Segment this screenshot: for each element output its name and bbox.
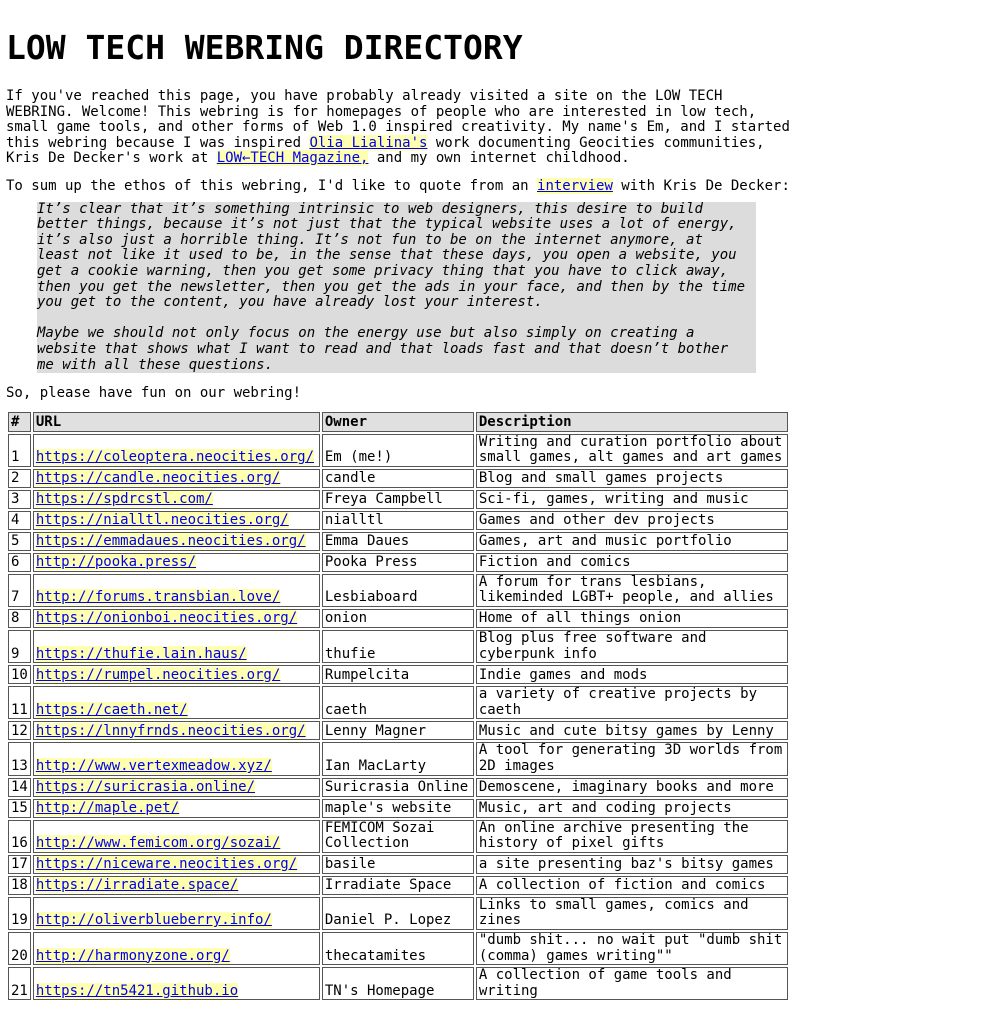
row-number-cell: 16 xyxy=(8,820,31,853)
site-url-link[interactable]: http://harmonyzone.org/ xyxy=(35,947,230,964)
page-title: LOW TECH WEBRING DIRECTORY xyxy=(6,28,523,67)
table-row xyxy=(8,932,788,965)
row-owner-cell: basile xyxy=(322,855,474,874)
table-row xyxy=(8,469,788,488)
row-owner-cell: Ian MacLarty xyxy=(322,742,474,775)
row-number-cell: 15 xyxy=(8,799,31,818)
row-owner-cell: FEMICOM Sozai Collection xyxy=(322,820,474,853)
row-number-cell: 1 xyxy=(8,434,31,467)
row-number-cell: 14 xyxy=(8,778,31,797)
row-owner-cell: Irradiate Space xyxy=(322,876,474,895)
table-row xyxy=(8,574,788,607)
row-url-cell xyxy=(33,686,320,719)
table-row xyxy=(8,630,788,663)
table-row xyxy=(8,686,788,719)
row-url-cell xyxy=(33,490,320,509)
row-owner-cell: Lenny Magner xyxy=(322,721,474,740)
row-owner-cell: Em (me!) xyxy=(322,434,474,467)
site-url-link[interactable]: http://maple.pet/ xyxy=(35,800,180,817)
row-url-cell xyxy=(33,469,320,488)
row-url-cell xyxy=(33,897,320,930)
ethos-text-1: To sum up the ethos of this webring, I'd like to quote from an xyxy=(6,177,538,194)
row-description-cell: Indie games and mods xyxy=(476,665,788,684)
table-row xyxy=(8,897,788,930)
table-row xyxy=(8,609,788,628)
site-url-link[interactable]: https://coleoptera.neocities.org/ xyxy=(35,449,315,466)
row-number-cell: 8 xyxy=(8,609,31,628)
row-url-cell xyxy=(33,511,320,530)
table-header-row xyxy=(8,412,788,432)
row-number-cell: 10 xyxy=(8,665,31,684)
row-url-cell xyxy=(33,609,320,628)
header-owner: Owner xyxy=(322,412,474,432)
row-url-cell xyxy=(33,721,320,740)
table-row xyxy=(8,553,788,572)
table-row xyxy=(8,820,788,853)
site-url-link[interactable]: https://suricrasia.online/ xyxy=(35,779,256,796)
table-row xyxy=(8,434,788,467)
row-number-cell: 4 xyxy=(8,511,31,530)
row-number-cell: 12 xyxy=(8,721,31,740)
row-owner-cell: Freya Campbell xyxy=(322,490,474,509)
row-url-cell xyxy=(33,855,320,874)
row-url-cell xyxy=(33,932,320,965)
row-description-cell: a site presenting baz's bitsy games xyxy=(476,855,788,874)
row-owner-cell: onion xyxy=(322,609,474,628)
table-row xyxy=(8,855,788,874)
site-url-link[interactable]: https://caeth.net/ xyxy=(35,701,188,718)
site-url-link[interactable]: http://forums.transbian.love/ xyxy=(35,589,281,606)
webring-table xyxy=(6,410,790,1003)
row-url-cell xyxy=(33,820,320,853)
row-number-cell: 13 xyxy=(8,742,31,775)
site-url-link[interactable]: https://lnnyfrnds.neocities.org/ xyxy=(35,722,306,739)
low-tech-magazine-link[interactable]: LOW←TECH Magazine, xyxy=(216,150,369,167)
row-description-cell: Blog plus free software and cyberpunk info xyxy=(476,630,788,663)
row-description-cell: Music, art and coding projects xyxy=(476,799,788,818)
row-owner-cell: Lesbiaboard xyxy=(322,574,474,607)
row-number-cell: 11 xyxy=(8,686,31,719)
table-row xyxy=(8,799,788,818)
site-url-link[interactable]: https://rumpel.neocities.org/ xyxy=(35,666,281,683)
row-url-cell xyxy=(33,665,320,684)
site-url-link[interactable]: http://pooka.press/ xyxy=(35,554,197,571)
row-description-cell: A forum for trans lesbians, likeminded LGBT+ people, and allies xyxy=(476,574,788,607)
row-url-cell xyxy=(33,799,320,818)
site-url-link[interactable]: https://onionboi.neocities.org/ xyxy=(35,610,298,627)
row-owner-cell: caeth xyxy=(322,686,474,719)
row-description-cell: a variety of creative projects by caeth xyxy=(476,686,788,719)
row-url-cell xyxy=(33,574,320,607)
table-row xyxy=(8,490,788,509)
row-url-cell xyxy=(33,742,320,775)
header-description: Description xyxy=(476,412,788,432)
site-url-link[interactable]: https://candle.neocities.org/ xyxy=(35,470,281,487)
row-owner-cell: nialltl xyxy=(322,511,474,530)
site-url-link[interactable]: http://www.vertexmeadow.xyz/ xyxy=(35,758,272,775)
row-owner-cell: Pooka Press xyxy=(322,553,474,572)
site-url-link[interactable]: https://nialltl.neocities.org/ xyxy=(35,512,289,529)
table-row xyxy=(8,742,788,775)
row-owner-cell: TN's Homepage xyxy=(322,967,474,1000)
row-description-cell: Demoscene, imaginary books and more xyxy=(476,778,788,797)
row-url-cell xyxy=(33,434,320,467)
row-number-cell: 6 xyxy=(8,553,31,572)
row-number-cell: 9 xyxy=(8,630,31,663)
row-url-cell xyxy=(33,553,320,572)
row-number-cell: 17 xyxy=(8,855,31,874)
site-url-link[interactable]: https://emmadaues.neocities.org/ xyxy=(35,533,306,550)
row-description-cell: Games, art and music portfolio xyxy=(476,532,788,551)
site-url-link[interactable]: https://thufie.lain.haus/ xyxy=(35,645,247,662)
site-url-link[interactable]: http://www.femicom.org/sozai/ xyxy=(35,835,281,852)
olia-lialina-link[interactable]: Olia Lialina's xyxy=(309,134,428,151)
ethos-paragraph xyxy=(6,179,792,195)
intro-text-2: work documenting Geocities communities, Kris De Decker's work at xyxy=(6,134,765,167)
quote-paragraph-1: It’s clear that it’s something intrinsic to web designers, this desire to build better things, because it’s not just that the typical website uses a lot of energy, it’s also just a horrible thing. It’s not fun to be on the internet anymore, at least not like it used to be, in the sense that these days, you open a website, you get a cookie warning, then you get some privacy thing that you have to click away, then you get the newsletter, then you get the ads in your face, and then by the time you get to the content, you have already lost your interest. xyxy=(37,200,746,311)
row-owner-cell: Daniel P. Lopez xyxy=(322,897,474,930)
row-url-cell xyxy=(33,778,320,797)
row-number-cell: 7 xyxy=(8,574,31,607)
row-description-cell: "dumb shit... no wait put "dumb shit (comma) games writing"" xyxy=(476,932,788,965)
row-description-cell: Blog and small games projects xyxy=(476,469,788,488)
row-description-cell: An online archive presenting the history of pixel gifts xyxy=(476,820,788,853)
interview-link[interactable]: interview xyxy=(537,177,613,194)
table-row xyxy=(8,532,788,551)
row-owner-cell: candle xyxy=(322,469,474,488)
row-owner-cell: thufie xyxy=(322,630,474,663)
table-row xyxy=(8,665,788,684)
site-url-link[interactable]: https://irradiate.space/ xyxy=(35,877,239,894)
row-description-cell: Writing and curation portfolio about small games, alt games and art games xyxy=(476,434,788,467)
kris-de-decker-quote xyxy=(37,202,756,374)
table-row xyxy=(8,967,788,1000)
row-owner-cell: thecatamites xyxy=(322,932,474,965)
row-description-cell: Music and cute bitsy games by Lenny xyxy=(476,721,788,740)
row-number-cell: 2 xyxy=(8,469,31,488)
row-url-cell xyxy=(33,630,320,663)
row-owner-cell: Emma Daues xyxy=(322,532,474,551)
site-url-link[interactable]: http://oliverblueberry.info/ xyxy=(35,912,272,929)
outro-text: So, please have fun on our webring! xyxy=(6,385,302,402)
row-number-cell: 19 xyxy=(8,897,31,930)
intro-text-3: and my own internet childhood. xyxy=(368,150,630,167)
row-description-cell: Games and other dev projects xyxy=(476,511,788,530)
row-number-cell: 3 xyxy=(8,490,31,509)
row-description-cell: Links to small games, comics and zines xyxy=(476,897,788,930)
row-number-cell: 5 xyxy=(8,532,31,551)
row-description-cell: A collection of game tools and writing xyxy=(476,967,788,1000)
row-owner-cell: Suricrasia Online xyxy=(322,778,474,797)
ethos-text-2: with Kris De Decker: xyxy=(612,177,790,194)
header-number: # xyxy=(8,412,31,432)
row-description-cell: A collection of fiction and comics xyxy=(476,876,788,895)
row-owner-cell: maple's website xyxy=(322,799,474,818)
row-url-cell xyxy=(33,876,320,895)
site-url-link[interactable]: https://tn5421.github.io xyxy=(35,982,239,999)
table-row xyxy=(8,778,788,797)
table-row xyxy=(8,721,788,740)
site-url-link[interactable]: https://niceware.neocities.org/ xyxy=(35,856,298,873)
site-url-link[interactable]: https://spdrcstl.com/ xyxy=(35,491,213,508)
header-url: URL xyxy=(33,412,320,432)
row-description-cell: A tool for generating 3D worlds from 2D images xyxy=(476,742,788,775)
row-description-cell: Sci-fi, games, writing and music xyxy=(476,490,788,509)
row-description-cell: Home of all things onion xyxy=(476,609,788,628)
intro-paragraph xyxy=(6,89,792,167)
row-number-cell: 20 xyxy=(8,932,31,965)
quote-paragraph-2: Maybe we should not only focus on the energy use but also simply on creating a website that shows what I want to read and that loads fast and that doesn’t bother me with all these questions. xyxy=(37,325,729,373)
row-url-cell xyxy=(33,967,320,1000)
row-number-cell: 18 xyxy=(8,876,31,895)
row-url-cell xyxy=(33,532,320,551)
table-row xyxy=(8,876,788,895)
row-number-cell: 21 xyxy=(8,967,31,1000)
intro-text-1: If you've reached this page, you have probably already visited a site on the LOW TECH WEBRING. Welcome! This webring is for homepages of people who are interested in low tech, small game tools, and other forms of Web 1.0 inspired creativity. My name's Em, and I started this webring because I was inspired xyxy=(6,88,790,151)
row-owner-cell: Rumpelcita xyxy=(322,665,474,684)
row-description-cell: Fiction and comics xyxy=(476,553,788,572)
table-row xyxy=(8,511,788,530)
